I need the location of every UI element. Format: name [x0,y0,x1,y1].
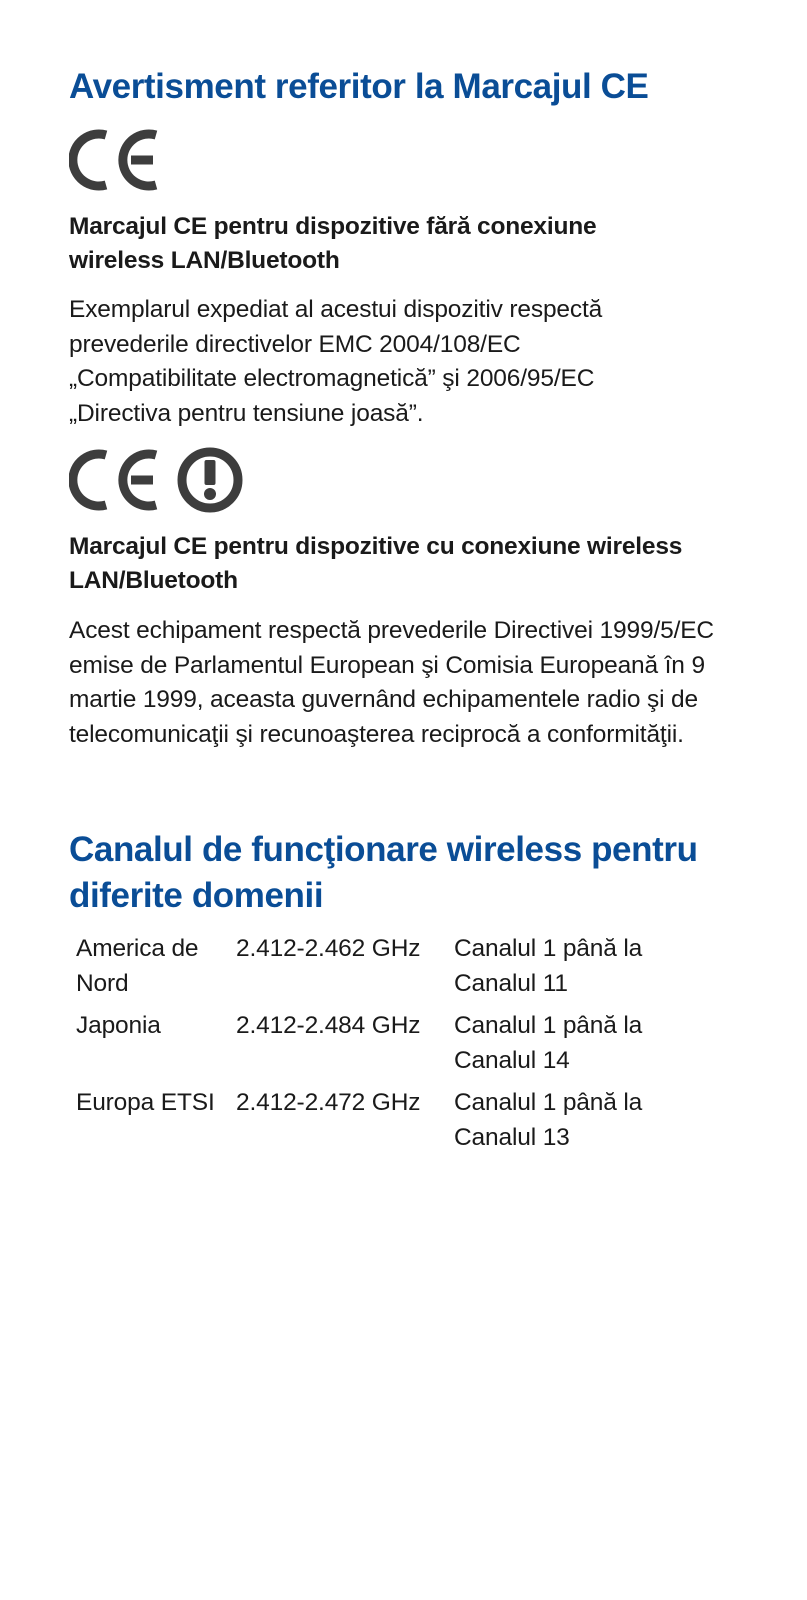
channels-cell: Canalul 1 până la Canalul 14 [454,1012,643,1074]
ce-mark-icon [69,127,161,193]
channels-section-title: Canalul de funcţionare wireless pentru diferite domenii [69,830,698,915]
table-row [69,1009,684,1086]
region-cell: Europa ETSI [76,1089,215,1116]
ce-wireless-heading: Marcajul CE pentru dispozitive cu conexiune wireless LAN/Bluetooth [69,533,683,594]
table-row [69,1086,684,1163]
frequency-cell: 2.412-2.462 GHz [236,935,421,962]
channels-table [69,932,684,1163]
ce-no-wireless-body: Exemplarul expediat al acestui dispozitiv respectă prevederile directivelor EMC 2004/108/EC „Compatibilitate electromagnetică” şi 2006/95/EC „Directiva pentru tensiune joasă”. [69,296,603,427]
ce-wireless-body: Acest echipament respectă prevederile Directivei 1999/5/EC emise de Parlamentul European şi Comisia Europeană în 9 martie 1999, aceasta guvernând echipamentele radio şi de telecomunicaţii şi recunoaşterea reciprocă a conformităţii. [69,617,714,748]
ce-alert-mark-icon [69,446,245,514]
channels-cell: Canalul 1 până la Canalul 11 [454,935,643,997]
region-cell: Japonia [76,1012,161,1039]
frequency-cell: 2.412-2.472 GHz [236,1089,421,1116]
channels-cell: Canalul 1 până la Canalul 13 [454,1089,643,1151]
ce-no-wireless-heading: Marcajul CE pentru dispozitive fără conexiune wireless LAN/Bluetooth [69,213,597,274]
ce-section-title: Avertisment referitor la Marcajul CE [69,67,649,106]
table-row [69,932,684,1009]
frequency-cell: 2.412-2.484 GHz [236,1012,421,1039]
region-cell: America de Nord [76,935,199,997]
